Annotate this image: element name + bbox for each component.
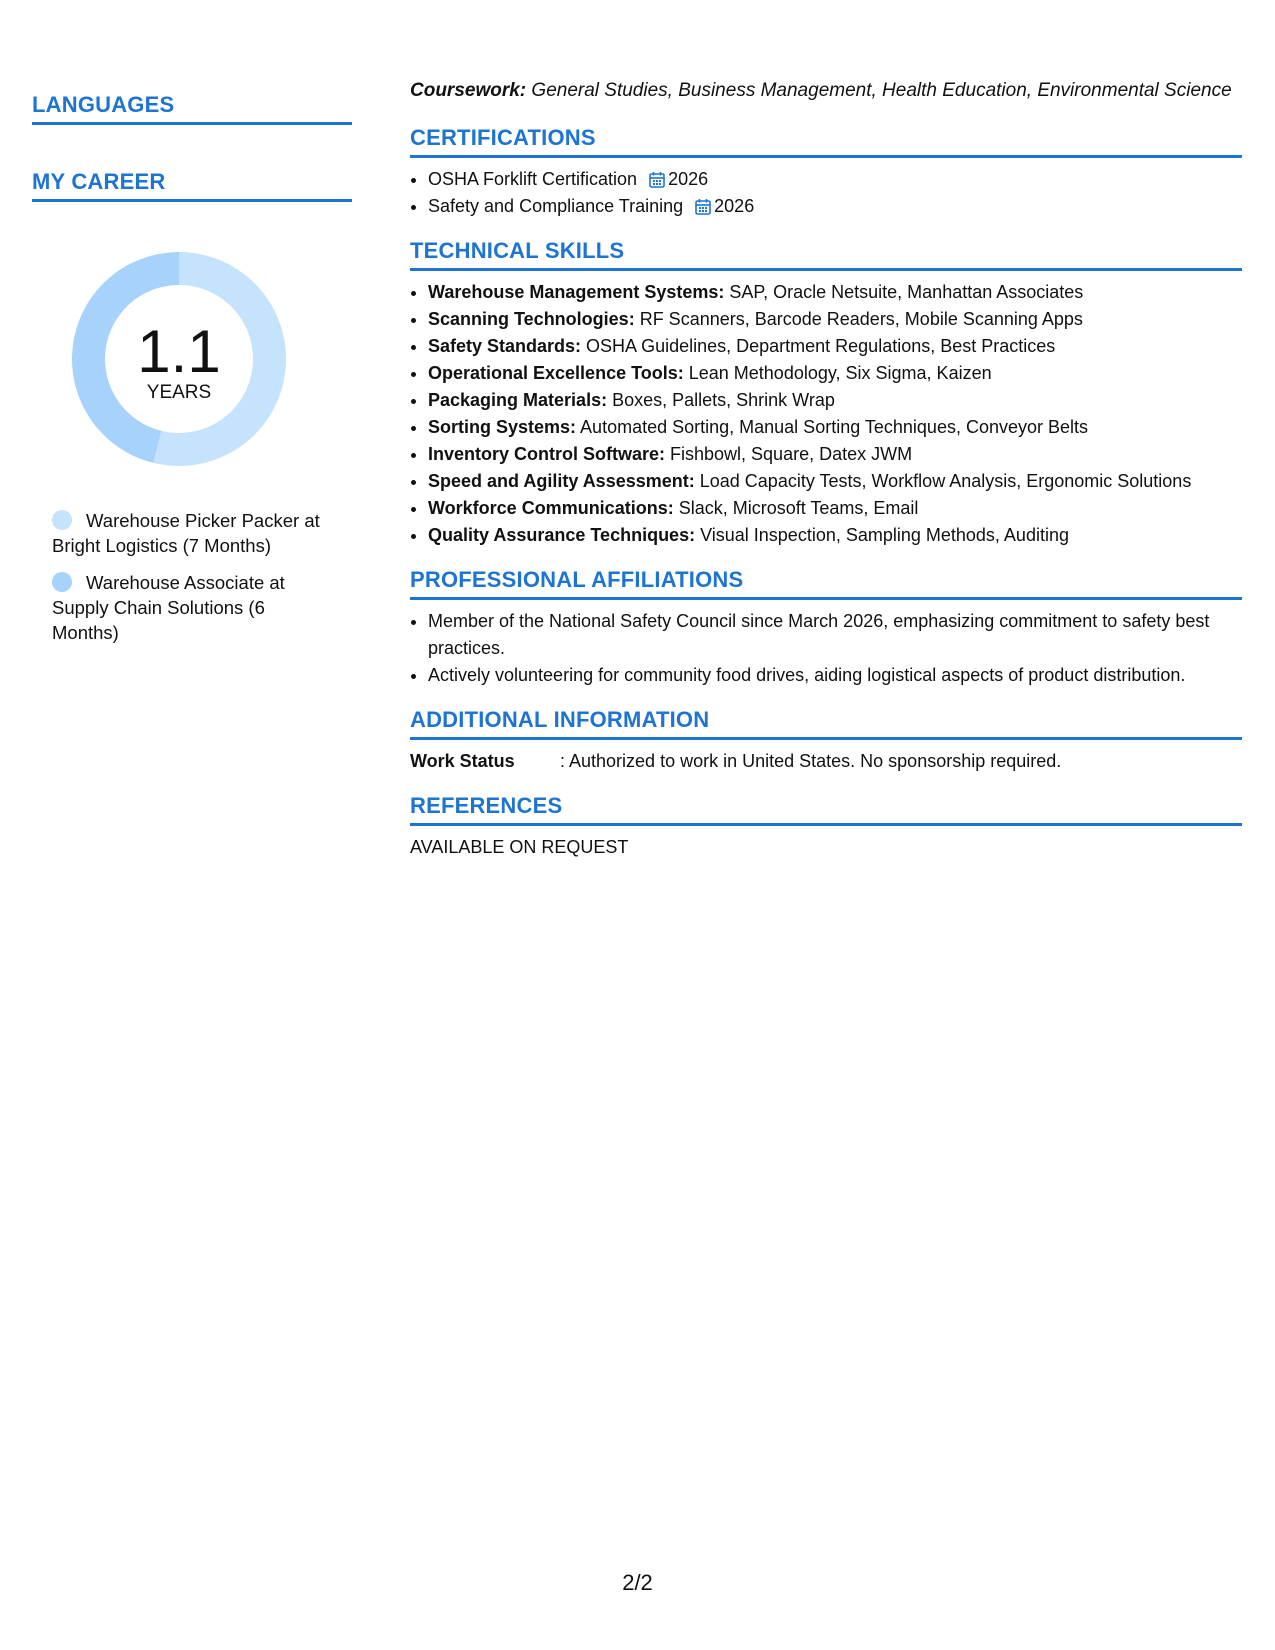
skill-item [428, 522, 1242, 549]
technical-skills-list [410, 279, 1242, 549]
calendar-icon [649, 171, 665, 188]
legend-dot-icon [52, 572, 72, 592]
skill-text: SAP, Oracle Netsuite, Manhattan Associates [724, 282, 1084, 302]
certifications-list [410, 166, 1242, 220]
skill-text: Visual Inspection, Sampling Methods, Auditing [695, 525, 1069, 545]
skill-label: Warehouse Management Systems: [428, 282, 725, 302]
career-legend-item [52, 570, 332, 645]
skill-label: Quality Assurance Techniques: [428, 525, 696, 545]
certification-item [428, 193, 1242, 220]
skill-label: Operational Excellence Tools: [428, 363, 684, 383]
skill-text: Load Capacity Tests, Workflow Analysis, Ergonomic Solutions [694, 471, 1192, 491]
skill-text: Boxes, Pallets, Shrink Wrap [607, 390, 835, 410]
skill-label: Workforce Communications: [428, 498, 674, 518]
skill-text: Automated Sorting, Manual Sorting Techniques, Conveyor Belts [576, 417, 1089, 437]
skill-label: Inventory Control Software: [428, 444, 666, 464]
certification-name: Safety and Compliance Training [428, 196, 684, 216]
donut-center [66, 246, 292, 472]
skill-label: Scanning Technologies: [428, 309, 635, 329]
skill-label: Speed and Agility Assessment: [428, 471, 695, 491]
skill-item [428, 441, 1242, 468]
career-years-unit: YEARS [146, 382, 212, 403]
career-legend [52, 508, 332, 645]
coursework-text: General Studies, Business Management, Health Education, Environmental Science [526, 80, 1232, 101]
career-heading: MY CAREER [32, 169, 352, 202]
skill-item [428, 333, 1242, 360]
skill-text: Slack, Microsoft Teams, Email [673, 498, 919, 518]
career-donut-chart [66, 246, 292, 472]
skill-item [428, 387, 1242, 414]
calendar-icon [695, 198, 711, 215]
work-status-value: : Authorized to work in United States. No sponsorship required. [560, 751, 1062, 771]
skill-label: Safety Standards: [428, 336, 582, 356]
work-status-label: Work Status [410, 751, 515, 771]
skill-item [428, 414, 1242, 441]
left-column [32, 92, 352, 657]
skill-item [428, 495, 1242, 522]
references-heading: REFERENCES [410, 793, 1242, 826]
skill-text: Lean Methodology, Six Sigma, Kaizen [683, 363, 992, 383]
affiliations-heading: PROFESSIONAL AFFILIATIONS [410, 567, 1242, 600]
career-item-text: Warehouse Associate at Supply Chain Solutions (6 Months) [52, 572, 285, 643]
affiliations-list [410, 608, 1242, 689]
skill-label: Sorting Systems: [428, 417, 577, 437]
skill-text: RF Scanners, Barcode Readers, Mobile Scanning Apps [634, 309, 1083, 329]
skill-item [428, 279, 1242, 306]
references-text: AVAILABLE ON REQUEST [410, 837, 629, 857]
coursework [410, 78, 1242, 103]
certification-item [428, 166, 1242, 193]
certification-year: 2026 [668, 169, 709, 189]
right-column [410, 78, 1242, 861]
skill-label: Packaging Materials: [428, 390, 608, 410]
skill-item [428, 468, 1242, 495]
affiliation-item: • Actively volunteering for community food drives, aiding logistical aspects of product distribution. [428, 662, 1242, 689]
languages-heading: LANGUAGES [32, 92, 352, 125]
certification-name: OSHA Forklift Certification [428, 169, 638, 189]
certification-year: 2026 [714, 196, 755, 216]
affiliation-item: • Member of the National Safety Council since March 2026, emphasizing commitment to safety best practices. [428, 608, 1242, 662]
skill-item [428, 306, 1242, 333]
technical-skills-heading: TECHNICAL SKILLS [410, 238, 1242, 271]
work-status-row [410, 748, 1242, 775]
skill-text: OSHA Guidelines, Department Regulations, Best Practices [581, 336, 1056, 356]
legend-dot-icon [52, 510, 72, 530]
page-number: 2/2 [622, 1570, 653, 1595]
career-years-value: 1.1 [137, 318, 221, 385]
coursework-label: Coursework: [410, 80, 527, 101]
skill-text: Fishbowl, Square, Datex JWM [665, 444, 913, 464]
career-legend-item [52, 508, 332, 558]
career-item-text: Warehouse Picker Packer at Bright Logistics (7 Months) [52, 510, 320, 556]
skill-item [428, 360, 1242, 387]
certifications-heading: CERTIFICATIONS [410, 125, 1242, 158]
additional-info-heading: ADDITIONAL INFORMATION [410, 707, 1242, 740]
